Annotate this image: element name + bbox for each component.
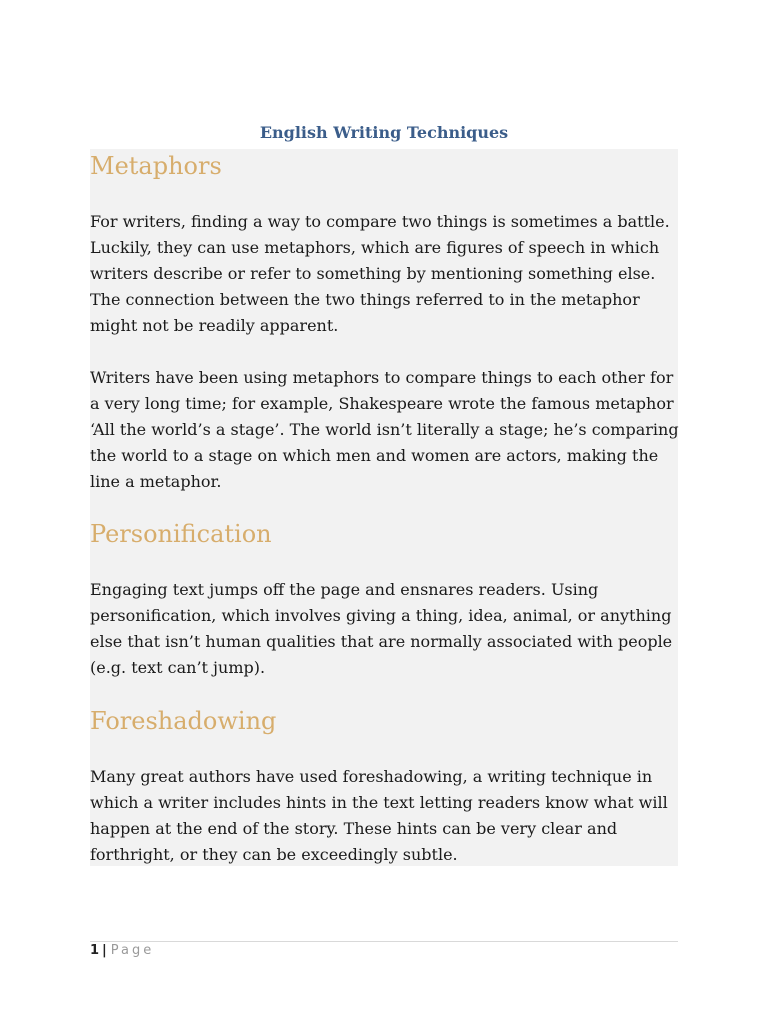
heading-metaphors: Metaphors xyxy=(90,152,222,180)
footer-divider xyxy=(90,941,678,942)
heading-personification: Personification xyxy=(90,520,272,548)
paragraph-metaphors-2: Writers have been using metaphors to compare things to each other for a very long time; for example, Shakespeare wrote the famous metaphor ‘All the world’s a stage’. The world isn’t literally a stage; he’s comparing the world to a stage on which men and women are actors, making the line a metaphor. xyxy=(90,368,679,491)
heading-foreshadowing: Foreshadowing xyxy=(90,707,277,735)
page-number: 1 xyxy=(90,943,100,958)
paragraph-metaphors-1: For writers, finding a way to compare two things is sometimes a battle. Luckily, they can use metaphors, which are figures of speech in which writers describe or refer to something by mentioning something else. The connection between the two things referred to in the metaphor might not be readily apparent. xyxy=(90,212,670,335)
paragraph-personification: Engaging text jumps off the page and ensnares readers. Using personification, which involves giving a thing, idea, animal, or anything else that isn’t human qualities that are normally associated with people (e.g. text can’t jump). xyxy=(90,580,673,677)
page-footer xyxy=(90,943,154,958)
document-title: English Writing Techniques xyxy=(259,123,509,142)
footer-separator: | xyxy=(102,943,107,958)
paragraph-foreshadowing: Many great authors have used foreshadowing, a writing technique in which a writer includes hints in the text letting readers know what will happen at the end of the story. These hints can be very clear and forthright, or they can be exceedingly subtle. xyxy=(90,767,668,864)
page-label: Page xyxy=(110,943,155,958)
